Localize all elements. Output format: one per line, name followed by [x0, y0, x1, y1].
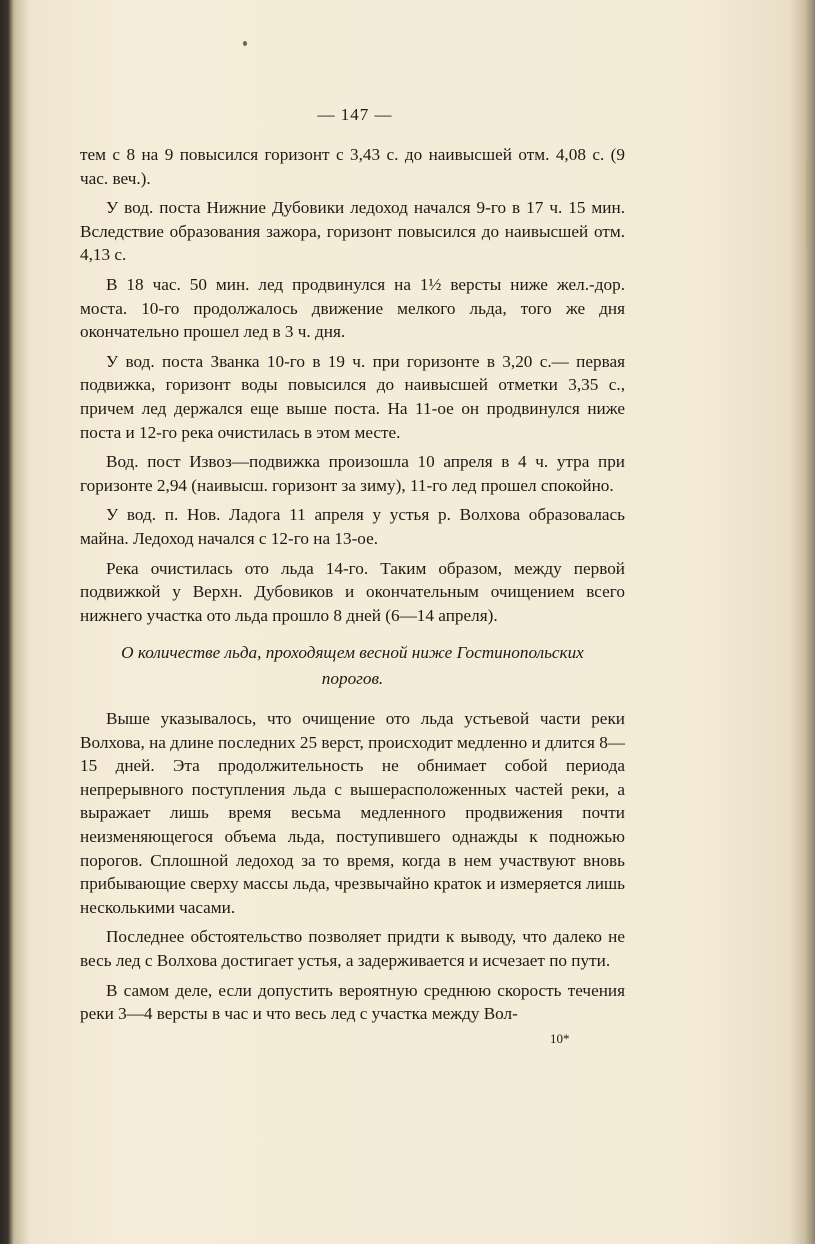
paragraph: Последнее обстоятельство позволяет придти к выводу, что далеко не весь лед с Волхова достигает устья, а задерживается и исчезает по пути.	[80, 927, 625, 970]
paragraph: Река очистилась ото льда 14-го. Таким образом, между первой подвижкой у Верхн. Дубовиков и окончательным очищением всего нижнего участка ото льда прошло 8 дней (6—14 апреля).	[80, 558, 625, 625]
paragraph: У вод. п. Нов. Ладога 11 апреля у устья р. Волхова образовалась майна. Ледоход начался с 12-го на 13-ое.	[80, 505, 625, 548]
ink-speck	[243, 41, 247, 46]
paragraph: Выше указывалось, что очищение ото льда устьевой части реки Волхова, на длине последних 25 верст, происходит медленно и длится 8—15 дней. Эта продолжительность не обнимает собой периода непрерывного поступления льда с вышерасположенных частей реки, а выражает лишь время весьма медленного продвижения почти неизменяющегося объема льда, поступившего однажды к подножью порогов. Сплошной ледоход за то время, когда в нем участвуют вновь прибывающие сверху массы льда, чрезвычайно краток и измеряется лишь несколькими часами.	[80, 709, 625, 917]
page-edge-mark	[806, 160, 809, 250]
paragraph: В самом деле, если допустить вероятную среднюю скорость течения реки 3—4 версты в час и что весь лед с участка между Вол-	[80, 980, 625, 1024]
paragraph: тем с 8 на 9 повысился горизонт с 3,43 с. до наивысшей отм. 4,08 с. (9 час. веч.).	[80, 145, 625, 188]
page-edge-mark	[807, 1080, 810, 1200]
section-heading-line: порогов.	[321, 669, 384, 688]
paragraph: Вод. пост Извоз—подвижка произошла 10 апреля в 4 ч. утра при горизонте 2,94 (наивысш. горизонт за зиму), 11-го лед прошел спокойно.	[80, 452, 625, 495]
paragraph: У вод. поста Званка 10-го в 19 ч. при горизонте в 3,20 с.— первая подвижка, горизонт воды повысился до наивысшей отметки 3,35 с., причем лед держался еще выше поста. На 11-ое он продвинулся ниже поста и 12-го река очистилась в этом месте.	[80, 351, 625, 442]
paragraph: В 18 час. 50 мин. лед продвинулся на 1½ версты ниже жел.-дор. моста. 10-го продолжалось движение мелкого льда, того же дня окончательно прошел лед в 3 ч. дня.	[80, 274, 625, 342]
body-section-two	[80, 707, 625, 1026]
body-section-one	[80, 143, 625, 627]
paragraph: У вод. поста Нижние Дубовики ледоход начался 9-го в 17 ч. 15 мин. Вследствие образования зажора, горизонт повысился до наивысшей отм. 4,13 с.	[80, 198, 625, 265]
section-heading-line: О количестве льда, проходящем весной ниже Гостинопольских	[121, 643, 584, 662]
section-heading	[80, 640, 625, 692]
page-number: — 147 —	[317, 105, 393, 124]
signature-mark: 10*	[550, 1031, 570, 1046]
